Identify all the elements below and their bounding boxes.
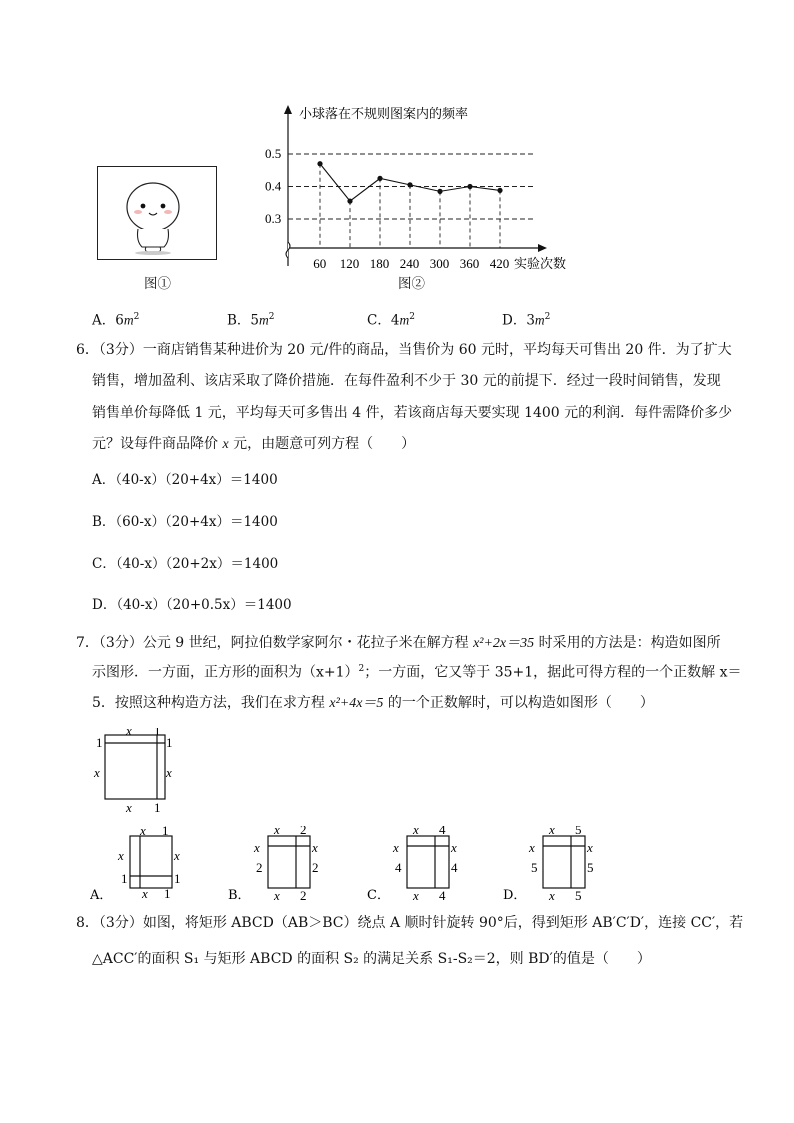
q7-option-side-label: 1 [121, 871, 128, 886]
data-point [407, 182, 412, 187]
q6-line-2: 销售，增加盈利、该店采取了降价措施．在每件盈利不少于 30 元的前提下．经过一段时间销售，发现 [92, 373, 721, 389]
q6-option-c[interactable]: C．（40-x）（20+2x）＝1400 [92, 556, 279, 572]
data-point [347, 199, 352, 204]
q6-line-4: 元？设每件商品降价 x 元，由题意可列方程（ ） [92, 436, 416, 452]
data-point [437, 189, 442, 194]
q7-option-x-label: x [140, 826, 146, 838]
q5-option-d[interactable]: D．$3m^2$ [502, 312, 551, 329]
q7-option-letter: C． [367, 888, 390, 902]
q6-option-a[interactable]: A．（40-x）（20+4x）＝1400 [92, 472, 278, 488]
q7-main-x-left: x [94, 765, 100, 780]
x-tick-label: 60 [313, 256, 327, 271]
x-tick-label: 360 [459, 256, 480, 271]
q7-option-letter: D． [503, 888, 527, 902]
q7-line-2: 示图形．一方面，正方形的面积为$(x+1)^2$；一方面，它又等于 35+1，据此可得方程的一个正数解 x＝ [92, 664, 742, 681]
outer-square [407, 836, 449, 888]
q7-option-x-label: x [413, 888, 419, 902]
q7-line-1: 7．（3分）公元 9 世纪，阿拉伯数学家阿尔・花拉子米在解方程 x²+2x＝35 时采用的方法是：构造如图所 [76, 635, 721, 651]
q7-option-b[interactable] [228, 826, 328, 902]
q7-option-side-label: 1 [174, 871, 181, 886]
q7-option-side-label: 2 [300, 826, 307, 837]
q7-option-c[interactable] [367, 826, 467, 902]
q6-option-b[interactable]: B．（60-x）（20+4x）＝1400 [92, 514, 278, 530]
q7-option-x-label: x [549, 826, 555, 837]
data-point [317, 161, 322, 166]
q8-line-1: 8．（3分）如图，将矩形 ABCD（AB＞BC）绕点 A 顺时针旋转 90°后，得到矩形 AB′C′D′，连接 CC′，若 [76, 915, 744, 931]
q7-option-x-label: x [312, 840, 318, 855]
data-point [497, 188, 502, 193]
frequency-chart [255, 100, 585, 300]
q7-main-one-top: 1 [154, 728, 161, 738]
q7-option-side-label: 5 [531, 860, 538, 875]
q7-option-x-label: x [142, 886, 148, 901]
q7-option-figure [228, 826, 328, 902]
outer-square [543, 836, 585, 888]
q7-option-side-label: 1 [162, 826, 169, 838]
chart-title: 小球落在不规则图案内的频率 [299, 107, 469, 122]
q7-main-figure [90, 728, 185, 816]
q7-option-side-label: 2 [312, 860, 319, 875]
q7-option-x-label: x [393, 840, 399, 855]
q7-option-d[interactable] [503, 826, 603, 902]
q6-line-1: 6．（3分）一商店销售某种进价为 20 元/件的商品，当售价为 60 元时，平均每天可售出 20 件．为了扩大 [76, 342, 732, 358]
q7-option-x-label: x [254, 840, 260, 855]
q7-option-side-label: 4 [395, 860, 402, 875]
x-axis-label: 实验次数 [514, 257, 567, 272]
q5-option-c[interactable]: C．$4m^2$ [367, 312, 415, 329]
q7-option-letter: B． [228, 888, 251, 902]
figure-1-caption: 图① [144, 276, 171, 292]
x-tick-label: 300 [429, 256, 450, 271]
x-tick-label: 420 [489, 256, 510, 271]
q7-main-one-right: 1 [166, 735, 173, 750]
q6-line-3: 销售单价每降低 1 元，平均每天可多售出 4 件，若该商店每天要实现 1400 元的利润．每件需降价多少 [92, 405, 733, 421]
q7-option-side-label: 2 [256, 860, 263, 875]
mascot-image [98, 167, 216, 259]
q7-option-a[interactable] [90, 826, 190, 902]
y-tick-label: 0.5 [265, 146, 282, 161]
q7-option-side-label: 4 [439, 826, 446, 837]
q7-option-side-label: 4 [439, 888, 446, 902]
data-point [377, 176, 382, 181]
y-axis-arrow [284, 105, 292, 114]
q7-option-x-label: x [174, 848, 180, 863]
q7-option-x-label: x [274, 826, 280, 837]
x-tick-label: 240 [399, 256, 420, 271]
q7-option-x-label: x [118, 848, 124, 863]
q7-line-3: 5．按照这种构造方法，我们在求方程 x²+4x＝5 的一个正数解时，可以构造如图形（ ） [92, 695, 654, 711]
q7-option-x-label: x [529, 840, 535, 855]
q7-option-x-label: x [274, 888, 280, 902]
axis-break [286, 242, 290, 258]
outer-square [268, 836, 310, 888]
q7-main-one-left: 1 [96, 735, 103, 750]
q7-option-side-label: 5 [587, 860, 594, 875]
q6-option-d[interactable]: D．（40-x）（20+0.5x）＝1400 [92, 597, 292, 613]
q5-option-b[interactable]: B．$5m^2$ [227, 312, 275, 329]
q7-main-x-right: x [166, 765, 172, 780]
q7-option-x-label: x [587, 840, 593, 855]
x-tick-label: 180 [369, 256, 390, 271]
q7-option-figure [90, 826, 190, 902]
y-tick-label: 0.3 [265, 211, 282, 226]
figure-1 [97, 166, 217, 260]
q7-option-figure [367, 826, 467, 902]
q7-option-side-label: 5 [575, 888, 582, 902]
figure-2-caption: 图② [398, 276, 425, 292]
q7-option-figure [503, 826, 603, 902]
q7-option-side-label: 2 [300, 888, 307, 902]
q7-option-x-label: x [451, 840, 457, 855]
outer-square [130, 836, 172, 888]
q7-option-x-label: x [413, 826, 419, 837]
q7-main-one-bottom: 1 [154, 800, 161, 815]
x-axis-arrow [538, 244, 547, 252]
q5-option-a[interactable]: A．$6m^2$ [92, 312, 140, 329]
y-tick-label: 0.4 [265, 178, 282, 194]
q7-main-x-top: x [126, 728, 132, 738]
q7-main-x-bottom: x [126, 800, 132, 815]
q7-option-side-label: 5 [575, 826, 582, 837]
q8-line-2: △ACC′的面积 S₁ 与矩形 ABCD 的面积 S₂ 的满足关系 S₁-S₂＝2，则 BD′的值是（ ） [92, 951, 651, 967]
data-point [467, 184, 472, 189]
q7-option-side-label: 1 [164, 886, 171, 901]
x-tick-label: 120 [339, 256, 360, 271]
q7-option-side-label: 4 [451, 860, 458, 875]
q7-option-x-label: x [549, 888, 555, 902]
q7-option-letter: A． [90, 888, 113, 902]
